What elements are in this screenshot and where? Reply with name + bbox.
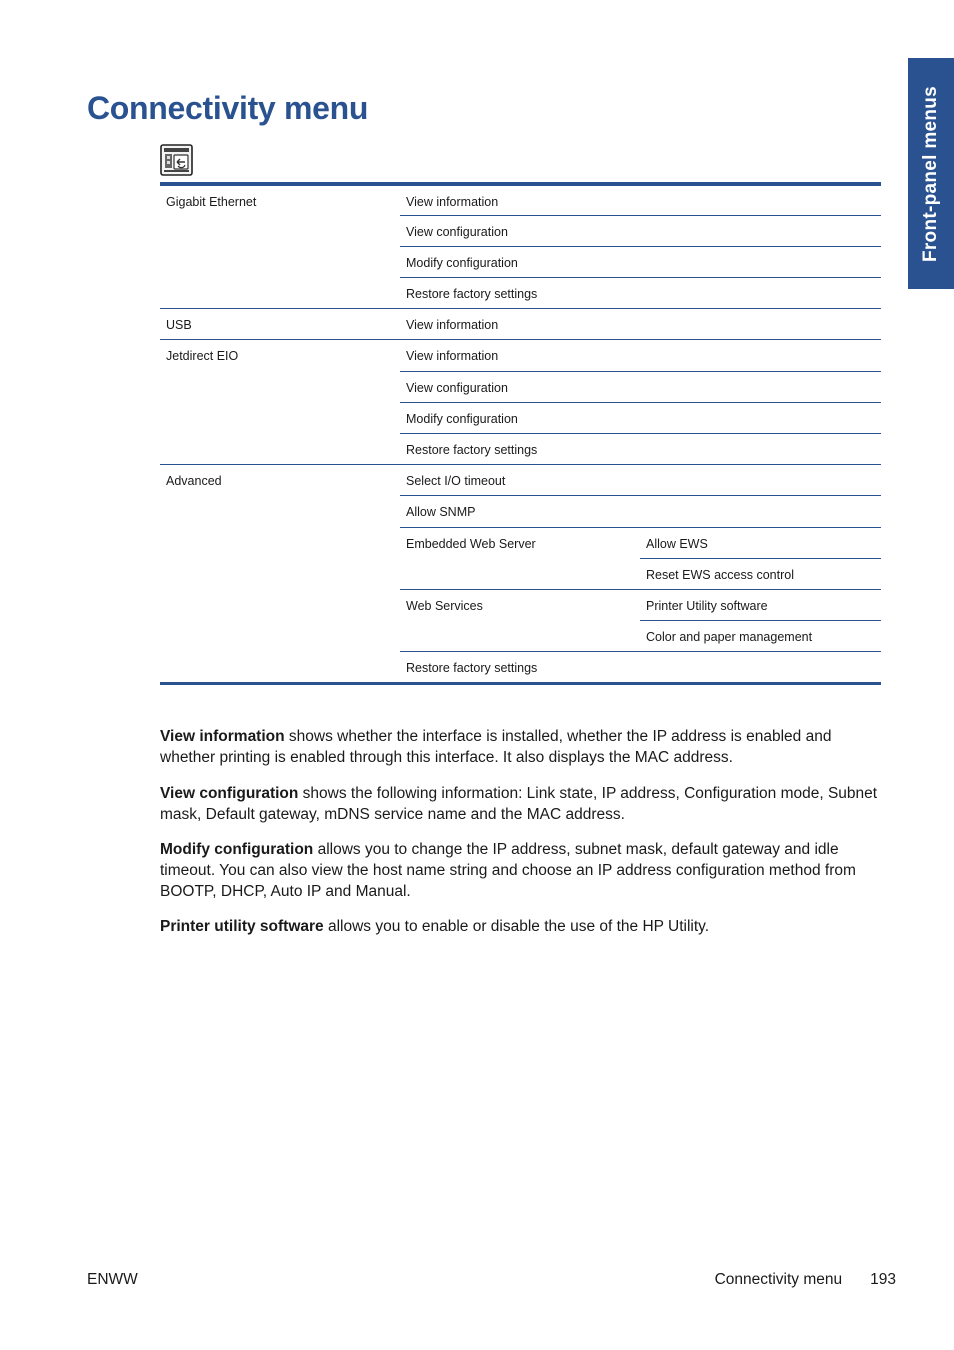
table-row xyxy=(160,621,881,652)
table-row xyxy=(160,434,881,465)
menu-item: Embedded Web Server xyxy=(406,536,536,551)
menu-category xyxy=(160,246,400,277)
menu-item: View configuration xyxy=(400,371,640,402)
description-term: Printer utility software xyxy=(160,918,324,935)
description-term: Modify configuration xyxy=(160,841,314,858)
menu-item: View information xyxy=(400,309,640,340)
menu-subitem xyxy=(640,246,881,277)
menu-item: Modify configuration xyxy=(400,246,640,277)
menu-item: Restore factory settings xyxy=(406,661,538,676)
description-view-configuration xyxy=(160,783,880,825)
footer-section-title: Connectivity menu xyxy=(714,1271,843,1288)
menu-category xyxy=(160,589,400,620)
description-term: View configuration xyxy=(160,785,299,802)
description-view-information xyxy=(160,726,880,768)
page-title: Connectivity menu xyxy=(87,90,369,126)
description-text: allows you to change the IP address, subnet mask, default gateway and idle timeout. You can also view the host name string and choose an IP address configuration method from BOOTP, DHCP, Auto IP and Manual. xyxy=(160,841,856,900)
menu-category xyxy=(160,621,400,652)
table-row xyxy=(160,278,881,309)
connectivity-menu-table xyxy=(160,182,881,685)
menu-category: Advanced xyxy=(166,474,222,489)
table-row xyxy=(160,558,881,589)
menu-item xyxy=(400,621,640,652)
menu-category xyxy=(160,527,400,558)
description-printer-utility xyxy=(160,916,880,937)
menu-subitem xyxy=(640,434,881,465)
table-row xyxy=(160,246,881,277)
menu-item xyxy=(400,558,640,589)
menu-category: Jetdirect EIO xyxy=(166,349,239,364)
menu-subitem: Allow EWS xyxy=(640,527,881,558)
description-term: View information xyxy=(160,728,285,745)
menu-subitem: Color and paper management xyxy=(640,621,881,652)
menu-item: Select I/O timeout xyxy=(400,465,640,496)
menu-subitem: Printer Utility software xyxy=(640,589,881,620)
table-row xyxy=(160,496,881,527)
menu-category xyxy=(160,278,400,309)
menu-subitem: Reset EWS access control xyxy=(640,558,881,589)
description-text: shows the following information: Link state, IP address, Configuration mode, Subnet mask, Default gateway, mDNS service name and the MAC address. xyxy=(160,785,878,823)
menu-category xyxy=(160,371,400,402)
table-row xyxy=(160,465,881,496)
description-modify-configuration xyxy=(160,839,880,902)
table-row xyxy=(160,652,881,683)
table-row xyxy=(160,371,881,402)
menu-subitem xyxy=(640,465,881,496)
description-text: shows whether the interface is installed, whether the IP address is enabled and whether printing is enabled through this interface. It also displays the MAC address. xyxy=(160,728,832,766)
section-tab xyxy=(908,58,954,289)
table-row xyxy=(160,527,881,558)
menu-item: View information xyxy=(400,184,640,215)
menu-subitem xyxy=(640,496,881,527)
menu-subitem xyxy=(640,215,881,246)
menu-subitem xyxy=(640,278,881,309)
table-row xyxy=(160,309,881,340)
page-number: 193 xyxy=(870,1271,896,1288)
table-row xyxy=(160,402,881,433)
menu-category xyxy=(160,402,400,433)
menu-category xyxy=(160,496,400,527)
menu-subitem xyxy=(640,652,881,683)
footer-locale: ENWW xyxy=(87,1271,138,1288)
menu-subitem xyxy=(640,371,881,402)
menu-item: Web Services xyxy=(406,598,483,613)
table-row xyxy=(160,340,881,371)
menu-category: Gigabit Ethernet xyxy=(166,195,257,209)
table-row xyxy=(160,184,881,215)
description-text: allows you to enable or disable the use of the HP Utility. xyxy=(323,918,710,935)
menu-category xyxy=(160,558,400,589)
menu-item: Restore factory settings xyxy=(400,434,640,465)
menu-item: Restore factory settings xyxy=(400,278,640,309)
menu-category: USB xyxy=(160,309,400,340)
menu-item: View configuration xyxy=(400,215,640,246)
table-row xyxy=(160,215,881,246)
menu-category xyxy=(160,434,400,465)
table-row xyxy=(160,589,881,620)
section-tab-label: Front-panel menus xyxy=(920,85,941,262)
menu-category xyxy=(160,215,400,246)
menu-item: View information xyxy=(400,340,640,371)
menu-item: Modify configuration xyxy=(400,402,640,433)
menu-subitem xyxy=(640,184,881,215)
footer-right xyxy=(715,1271,896,1289)
menu-item: Allow SNMP xyxy=(400,496,640,527)
menu-subitem xyxy=(640,340,881,371)
menu-category xyxy=(160,652,400,683)
connectivity-menu-icon xyxy=(160,144,193,176)
menu-subitem xyxy=(640,402,881,433)
menu-subitem xyxy=(640,309,881,340)
